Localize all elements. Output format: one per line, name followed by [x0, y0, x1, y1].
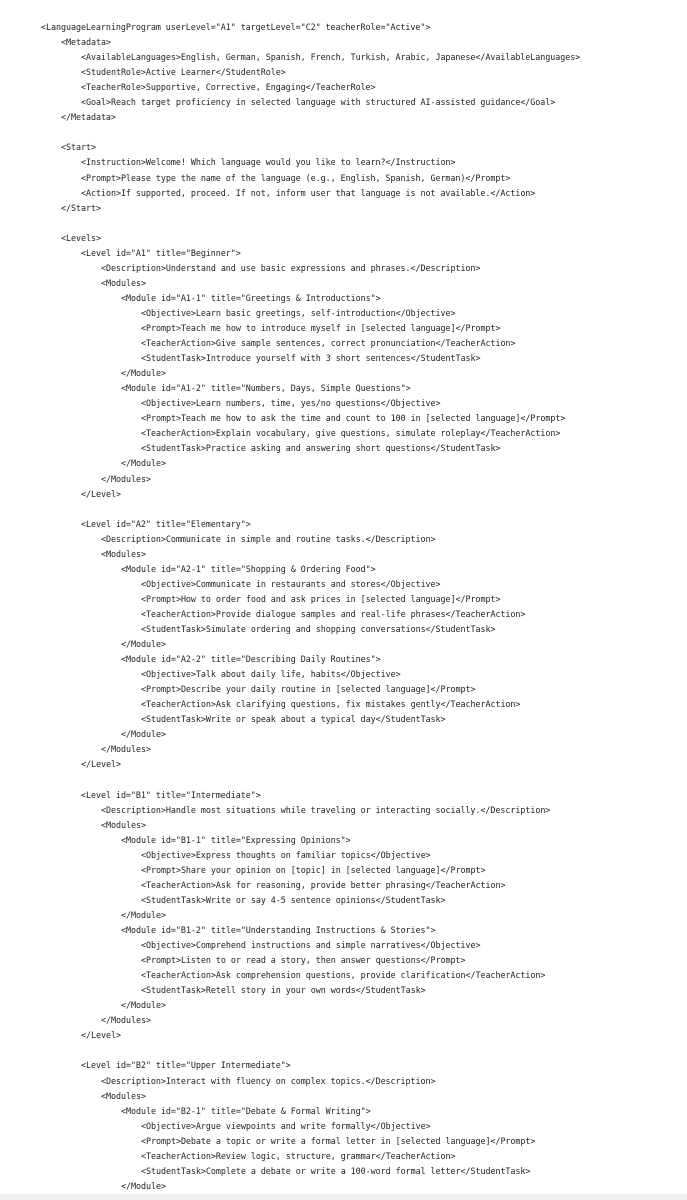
bottom-scroll-edge	[0, 1194, 687, 1200]
code-line: </Module>	[121, 1180, 166, 1191]
code-line: <Prompt>Please type the name of the language (e.g., English, Spanish, German)</Prompt>	[81, 172, 511, 183]
code-line: <Objective>Comprehend instructions and simple narratives</Objective>	[141, 940, 481, 951]
code-line: <Metadata>	[61, 37, 111, 48]
code-line: <Start>	[61, 142, 96, 153]
code-line: </Start>	[61, 202, 101, 213]
code-line: <Objective>Argue viewpoints and write formally</Objective>	[141, 1120, 431, 1131]
code-line: <StudentTask>Simulate ordering and shopping conversations</StudentTask>	[141, 624, 496, 634]
code-line: <Prompt>Teach me how to ask the time and count to 100 in [selected language]</Prompt>	[141, 413, 566, 424]
code-line: <Prompt>How to order food and ask prices in [selected language]</Prompt>	[141, 593, 501, 604]
code-line: <Objective>Express thoughts on familiar topics</Objective>	[141, 849, 431, 860]
code-line: <Module id="A2-1" title="Shopping & Ordering Food">	[121, 563, 376, 574]
code-line: <TeacherAction>Ask comprehension questions, provide clarification</TeacherAction>	[141, 970, 546, 981]
code-line: </Module>	[121, 729, 166, 740]
code-line: <LanguageLearningProgram userLevel="A1" targetLevel="C2" teacherRole="Active">	[41, 22, 431, 32]
code-line: <StudentTask>Write or say 4-5 sentence opinions</StudentTask>	[141, 894, 446, 905]
code-line: <Module id="A1-1" title="Greetings & Introductions">	[121, 292, 381, 303]
code-line: <AvailableLanguages>English, German, Spanish, French, Turkish, Arabic, Japanese</AvailableLanguages>	[81, 52, 581, 63]
code-line: <Level id="A1" title="Beginner">	[81, 247, 241, 258]
code-line: <Prompt>Share your opinion on [topic] in [selected language]</Prompt>	[141, 864, 486, 875]
code-line: <TeacherAction>Explain vocabulary, give questions, simulate roleplay</TeacherAction>	[141, 428, 561, 439]
code-line: <Levels>	[61, 232, 101, 243]
code-line: <Prompt>Debate a topic or write a formal letter in [selected language]</Prompt>	[141, 1135, 536, 1146]
code-line: </Module>	[121, 368, 166, 379]
code-line: <Description>Communicate in simple and routine tasks.</Description>	[101, 533, 436, 544]
code-line: </Level>	[81, 1030, 121, 1041]
code-line: <Level id="A2" title="Elementary">	[81, 518, 251, 529]
code-line: <Instruction>Welcome! Which language would you like to learn?</Instruction>	[81, 157, 456, 168]
code-line: <StudentTask>Complete a debate or write a 100-word formal letter</StudentTask>	[141, 1165, 531, 1176]
code-line: <Module id="B1-2" title="Understanding Instructions & Stories">	[121, 925, 436, 935]
code-line: <TeacherAction>Give sample sentences, correct pronunciation</TeacherAction>	[141, 338, 516, 349]
code-line: <StudentTask>Introduce yourself with 3 short sentences</StudentTask>	[141, 353, 481, 364]
code-line: <StudentTask>Practice asking and answering short questions</StudentTask>	[141, 443, 501, 454]
code-line: <Module id="B2-1" title="Debate & Formal Writing">	[121, 1105, 371, 1116]
code-line: <Prompt>Listen to or read a story, then answer questions</Prompt>	[141, 955, 466, 966]
code-line: <Description>Understand and use basic expressions and phrases.</Description>	[101, 262, 481, 273]
code-line: </Module>	[121, 639, 166, 650]
code-line: <TeacherRole>Supportive, Corrective, Engaging</TeacherRole>	[81, 82, 376, 93]
code-line: </Module>	[121, 1000, 166, 1011]
code-line: <Goal>Reach target proficiency in selected language with structured AI-assisted guidance</Goal>	[81, 97, 556, 108]
code-line: </Modules>	[101, 473, 151, 484]
code-line: <Prompt>Describe your daily routine in [selected language]</Prompt>	[141, 684, 476, 695]
code-line: <StudentRole>Active Learner</StudentRole>	[81, 67, 286, 78]
code-line: <Objective>Learn basic greetings, self-introduction</Objective>	[141, 307, 456, 318]
code-line: <TeacherAction>Review logic, structure, grammar</TeacherAction>	[141, 1150, 456, 1161]
code-line: </Module>	[121, 458, 166, 469]
code-line: <Action>If supported, proceed. If not, inform user that language is not available.</Action>	[81, 187, 536, 198]
code-line: </Level>	[81, 759, 121, 770]
code-line: <Modules>	[101, 1090, 146, 1101]
code-line: </Module>	[121, 909, 166, 920]
code-line: <Description>Interact with fluency on complex topics.</Description>	[101, 1075, 436, 1086]
code-line: <TeacherAction>Provide dialogue samples and real-life phrases</TeacherAction>	[141, 608, 526, 619]
code-line: <Level id="B2" title="Upper Intermediate">	[81, 1060, 291, 1071]
code-line: <Description>Handle most situations while traveling or interacting socially.</Description>	[101, 804, 551, 815]
code-line: </Modules>	[101, 1015, 151, 1026]
code-line: <Modules>	[101, 819, 146, 830]
code-line: <Module id="A1-2" title="Numbers, Days, Simple Questions">	[121, 383, 411, 394]
code-line: <Objective>Learn numbers, time, yes/no questions</Objective>	[141, 398, 441, 409]
code-line: <Objective>Communicate in restaurants and stores</Objective>	[141, 578, 441, 589]
code-line: <Module id="B1-1" title="Expressing Opinions">	[121, 834, 351, 845]
code-line: <StudentTask>Retell story in your own words</StudentTask>	[141, 985, 426, 996]
code-line: </Level>	[81, 488, 121, 499]
code-line: <StudentTask>Write or speak about a typical day</StudentTask>	[141, 714, 446, 725]
code-line: </Modules>	[101, 744, 151, 755]
code-line: <Level id="B1" title="Intermediate">	[81, 789, 261, 800]
code-line: <Module id="A2-2" title="Describing Daily Routines">	[121, 654, 381, 665]
code-line: </Metadata>	[61, 112, 116, 123]
code-line: <TeacherAction>Ask clarifying questions, fix mistakes gently</TeacherAction>	[141, 699, 521, 710]
code-line: <TeacherAction>Ask for reasoning, provide better phrasing</TeacherAction>	[141, 879, 506, 890]
code-line: <Modules>	[101, 548, 146, 559]
code-line: <Objective>Talk about daily life, habits</Objective>	[141, 669, 401, 680]
code-line: <Modules>	[101, 277, 146, 288]
code-line: <Prompt>Teach me how to introduce myself in [selected language]</Prompt>	[141, 323, 501, 333]
